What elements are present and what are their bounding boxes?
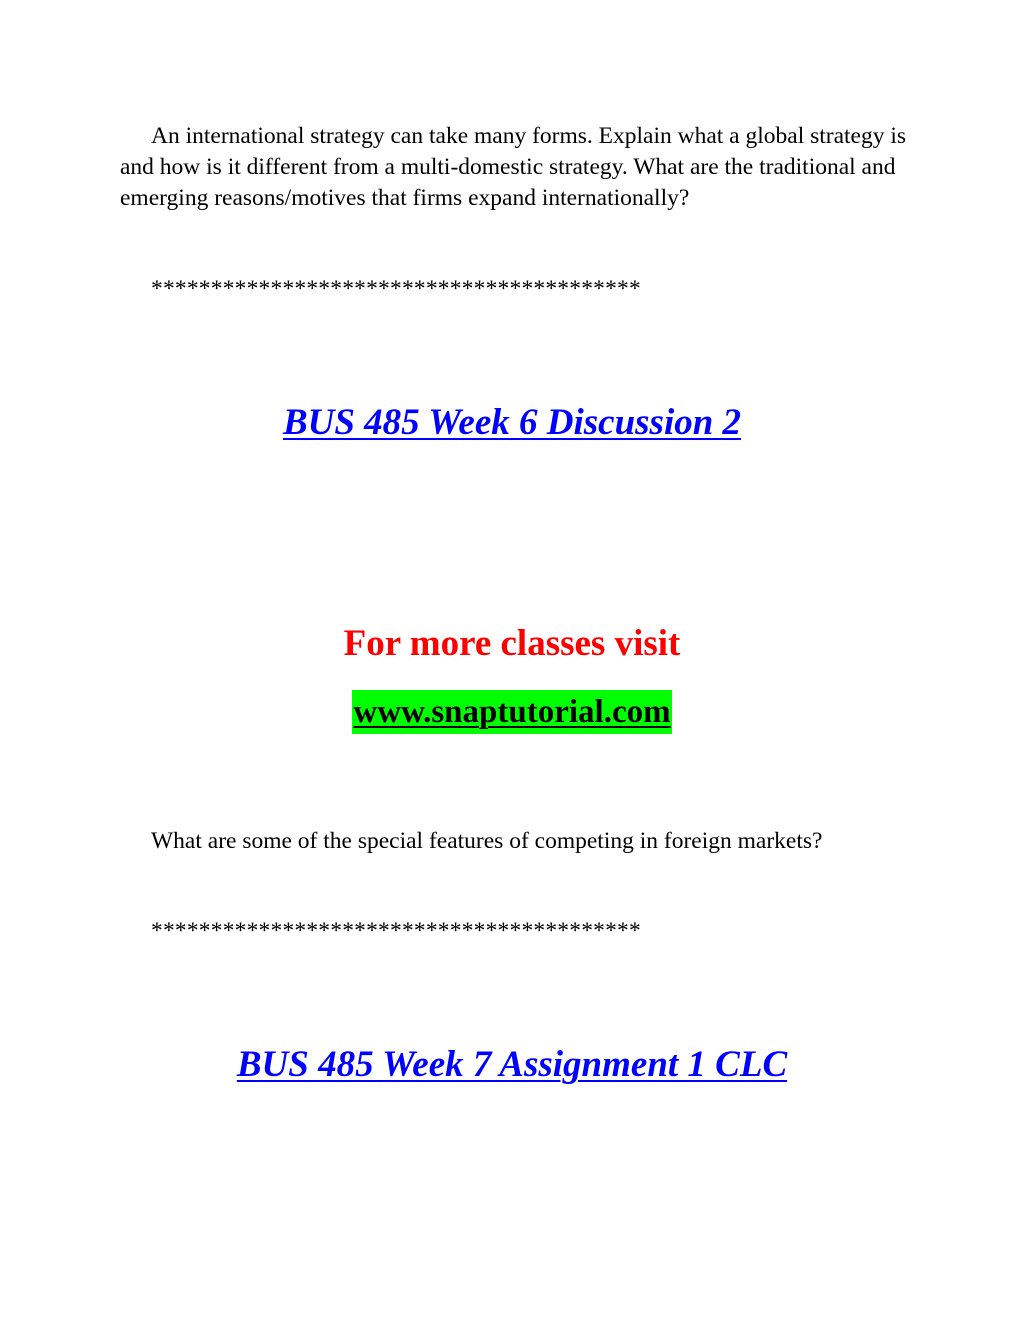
question-paragraph-1: An international strategy can take many forms. Explain what a global strategy is and how is it different from a multi-domestic strategy. What are the traditional and emerging reasons/motives that firms expand internationally? — [120, 123, 907, 211]
bus485-week7-assignment1-link[interactable]: BUS 485 Week 7 Assignment 1 CLC — [236, 1044, 788, 1085]
bus485-week6-discussion2-link[interactable]: BUS 485 Week 6 Discussion 2 — [282, 402, 742, 443]
question-paragraph-2: What are some of the special features of competing in foreign markets? — [151, 828, 823, 854]
snaptutorial-url-link[interactable]: www.snaptutorial.com — [352, 690, 671, 734]
separator-stars-1: ***************************************** — [151, 276, 641, 302]
promo-text: For more classes visit — [343, 623, 681, 664]
separator-stars-2: ***************************************** — [151, 918, 641, 944]
promo-url-wrapper — [0, 690, 1024, 734]
